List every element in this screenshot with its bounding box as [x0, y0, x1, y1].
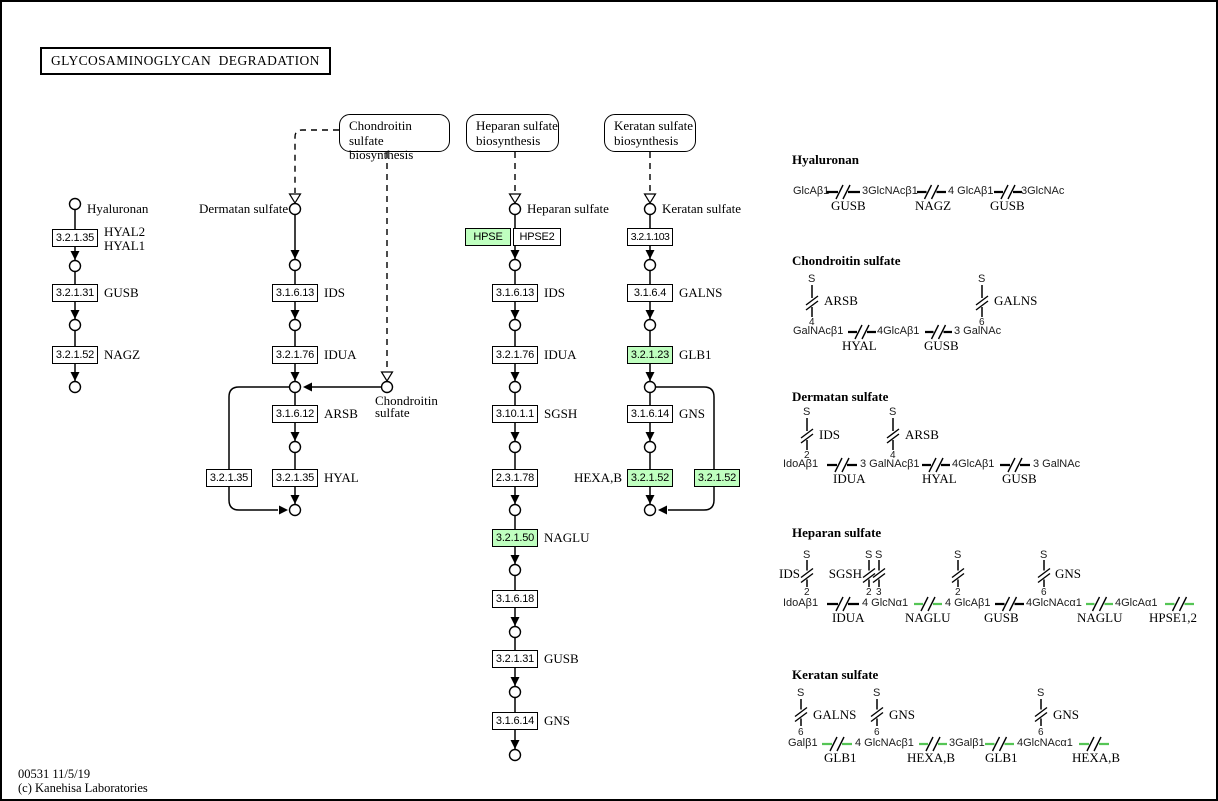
compound-circle[interactable]	[510, 627, 521, 638]
box-heparan-biosynthesis[interactable]	[466, 114, 559, 152]
cut-enzyme-label: IDUA	[832, 610, 865, 625]
ec-box-3.1.6.14-he[interactable]: 3.1.6.14	[492, 712, 538, 730]
sulfate-S: S	[865, 549, 873, 561]
ec-box-3.2.1.52-ke-bypass[interactable]: 3.2.1.52	[694, 469, 740, 487]
map-link-dashed-line	[295, 130, 339, 193]
branch-enzyme-label: GALNS	[994, 293, 1038, 308]
ec-box-3.2.1.31-he[interactable]: 3.2.1.31	[492, 650, 538, 668]
arrowhead-icon	[291, 495, 300, 504]
arrowhead-icon	[658, 506, 667, 515]
cut-enzyme-label: GUSB	[1002, 471, 1037, 486]
sugar-unit: 3 GalNAc	[1033, 458, 1081, 470]
arrowhead-icon	[291, 432, 300, 441]
arrowhead-icon	[646, 495, 655, 504]
linkage-number: 6	[1041, 587, 1047, 598]
label-chondroitin-sulfate-line1: Chondroitin	[375, 393, 438, 408]
linkage-number: 6	[874, 727, 880, 738]
open-arrowhead-icon	[510, 194, 521, 203]
gene-label-ARSB: ARSB	[324, 406, 358, 421]
open-arrowhead-icon	[645, 194, 656, 203]
sugar-unit: 4GlcAβ1	[877, 325, 920, 337]
cut-enzyme-label: NAGLU	[1077, 610, 1123, 625]
ec-box-3.2.1.23-ke[interactable]: 3.2.1.23	[627, 346, 673, 364]
sulfate-S: S	[797, 687, 805, 699]
linkage-number: 2	[866, 587, 872, 598]
sugar-unit: GlcAβ1	[793, 185, 830, 197]
compound-circle[interactable]	[290, 505, 301, 516]
ec-box-3.1.6.14-ke[interactable]: 3.1.6.14	[627, 405, 673, 423]
box-keratan-biosynthesis[interactable]	[604, 114, 696, 152]
arrowhead-icon	[511, 740, 520, 749]
cut-enzyme-label: HEXA,B	[907, 750, 956, 765]
ec-box-3.2.1.31-hy[interactable]: 3.2.1.31	[52, 284, 98, 302]
pathway-bypass-line	[668, 487, 714, 510]
box-label-line2: biosynthesis	[614, 132, 679, 148]
compound-circle[interactable]	[510, 565, 521, 576]
sugar-unit: 4 GlcAβ1	[945, 597, 991, 609]
box-label-line1: Chondroitin sulfate	[349, 118, 412, 148]
cut-enzyme-label: GUSB	[924, 338, 959, 353]
open-arrowhead-icon	[382, 372, 393, 381]
sugar-unit: IdoAβ1	[783, 597, 819, 609]
sulfate-S: S	[873, 687, 881, 699]
compound-circle[interactable]	[510, 442, 521, 453]
compound-circle[interactable]	[645, 260, 656, 271]
branch-enzyme-label: GALNS	[813, 707, 857, 722]
ec-box-3.1.6.13-he[interactable]: 3.1.6.13	[492, 284, 538, 302]
compound-circle[interactable]	[645, 505, 656, 516]
arrowhead-icon	[291, 250, 300, 259]
sulfate-S: S	[1037, 687, 1045, 699]
arrowhead-icon	[646, 432, 655, 441]
compound-circle[interactable]	[70, 320, 81, 331]
structure-title-hyaluronan: Hyaluronan	[792, 152, 859, 167]
arrowhead-icon	[71, 372, 80, 381]
label-keratan-sulfate: Keratan sulfate	[662, 201, 742, 216]
copyright: (c) Kanehisa Laboratories	[18, 781, 148, 795]
sugar-unit: 4GlcNAcα1	[1026, 597, 1082, 609]
cut-enzyme-label: IDUA	[833, 471, 866, 486]
linkage-number: 6	[1038, 727, 1044, 738]
gene-label-HYAL: HYAL	[324, 470, 359, 485]
arrowhead-icon	[511, 495, 520, 504]
open-arrowhead-icon	[290, 194, 301, 203]
sugar-unit: 4 GlcNAcβ1	[855, 737, 914, 749]
arrowhead-icon	[511, 555, 520, 564]
gene-label-HYAL2: HYAL2	[104, 224, 146, 239]
compound-circle[interactable]	[510, 320, 521, 331]
sugar-unit: 4 GlcNα1	[862, 597, 909, 609]
map-id-date: 00531 11/5/19	[18, 767, 91, 781]
sugar-unit: 3GlcNAcβ1	[862, 185, 918, 197]
ec-box-3.2.1.76-de[interactable]: 3.2.1.76	[272, 346, 318, 364]
arrowhead-icon	[511, 372, 520, 381]
linkage-number: 2	[804, 450, 810, 461]
label-dermatan-sulfate: Dermatan sulfate	[199, 201, 289, 216]
linkage-number: 6	[798, 727, 804, 738]
branch-enzyme-label: GNS	[889, 707, 916, 722]
linkage-number: 3	[876, 587, 882, 598]
box-label-line1: Keratan sulfate	[614, 118, 694, 133]
sugar-unit: 3 GalNAcβ1	[860, 458, 920, 470]
compound-circle[interactable]	[290, 382, 301, 393]
structure-title-dermatan: Dermatan sulfate	[792, 389, 889, 404]
pathway-bypass-line	[229, 487, 278, 510]
gene-label-GUSB: GUSB	[104, 285, 139, 300]
compound-circle[interactable]	[70, 199, 81, 210]
branch-enzyme-label: ARSB	[824, 293, 858, 308]
arrowhead-icon	[646, 250, 655, 259]
linkage-number: 4	[809, 317, 815, 328]
sugar-unit: 4GlcAβ1	[952, 458, 995, 470]
gene-label-GUSB-he: GUSB	[544, 651, 579, 666]
ec-box-3.1.6.4-ke[interactable]: 3.1.6.4	[627, 284, 673, 302]
ec-box-3.1.6.18-he[interactable]: 3.1.6.18	[492, 590, 538, 608]
gene-label-IDUA: IDUA	[324, 347, 357, 362]
compound-circle[interactable]	[70, 261, 81, 272]
label-chondroitin-sulfate-line2: sulfate	[375, 405, 410, 420]
cut-enzyme-label: NAGZ	[915, 198, 952, 213]
sugar-unit: 3Galβ1	[949, 737, 985, 749]
gene-label-HYAL1: HYAL1	[104, 238, 146, 253]
linkage-number: 4	[890, 450, 896, 461]
box-label-line2: biosynthesis	[349, 147, 414, 162]
compound-circle[interactable]	[510, 382, 521, 393]
ec-box-3.2.1.103-ke[interactable]: 3.2.1.103	[627, 228, 673, 246]
compound-circle[interactable]	[645, 442, 656, 453]
cut-enzyme-label: HEXA,B	[1072, 750, 1121, 765]
box-chondroitin-biosynthesis[interactable]	[339, 114, 450, 162]
cut-enzyme-label: GUSB	[984, 610, 1019, 625]
sulfate-S: S	[803, 406, 811, 418]
sugar-unit: Galβ1	[788, 737, 818, 749]
arrowhead-icon	[646, 372, 655, 381]
ec-box-HPSE2[interactable]: HPSE2	[513, 228, 561, 246]
ec-box-3.2.1.52-ke[interactable]: 3.2.1.52	[627, 469, 673, 487]
gene-label-GNS-he: GNS	[544, 713, 571, 728]
arrowhead-icon	[646, 310, 655, 319]
structure-title-heparan: Heparan sulfate	[792, 525, 882, 540]
gene-label-HEXA-B: HEXA,B	[573, 470, 622, 485]
ec-box-2.3.1.78-he[interactable]: 2.3.1.78	[492, 469, 538, 487]
compound-circle[interactable]	[382, 382, 393, 393]
branch-enzyme-label: IDS	[779, 566, 800, 581]
gene-label-IDS: IDS	[324, 285, 345, 300]
gene-label-NAGLU: NAGLU	[544, 530, 590, 545]
arrowhead-icon	[291, 310, 300, 319]
gene-label-GNS-ke: GNS	[679, 406, 706, 421]
compound-circle[interactable]	[510, 505, 521, 516]
compound-circle[interactable]	[510, 260, 521, 271]
compound-circle[interactable]	[290, 320, 301, 331]
gene-label-SGSH: SGSH	[544, 406, 578, 421]
sugar-unit: 4 GlcAβ1	[948, 185, 994, 197]
linkage-number: 2	[804, 587, 810, 598]
arrowhead-icon	[511, 310, 520, 319]
linkage-number: 2	[955, 587, 961, 598]
ec-box-3.2.1.35-de[interactable]: 3.2.1.35	[272, 469, 318, 487]
sulfate-S: S	[889, 406, 897, 418]
gene-label-IDS-he: IDS	[544, 285, 565, 300]
ec-box-3.2.1.76-he[interactable]: 3.2.1.76	[492, 346, 538, 364]
gene-label-GALNS: GALNS	[679, 285, 723, 300]
compound-circle[interactable]	[510, 204, 521, 215]
arrowhead-icon	[511, 250, 520, 259]
sugar-unit: 4GlcNAcα1	[1017, 737, 1073, 749]
arrowhead-icon	[303, 383, 312, 392]
branch-enzyme-label: ARSB	[905, 427, 939, 442]
compound-circle[interactable]	[645, 382, 656, 393]
structure-title-chondroitin: Chondroitin sulfate	[792, 253, 901, 268]
ec-box-HPSE[interactable]: HPSE	[465, 228, 511, 246]
compound-circle[interactable]	[510, 750, 521, 761]
compound-circle[interactable]	[645, 204, 656, 215]
compound-circle[interactable]	[290, 204, 301, 215]
label-heparan-sulfate: Heparan sulfate	[527, 201, 609, 216]
cut-enzyme-label: NAGLU	[905, 610, 951, 625]
sugar-unit: 3 GalNAc	[954, 325, 1002, 337]
branch-enzyme-label: GNS	[1053, 707, 1080, 722]
branch-enzyme-label: SGSH	[828, 566, 862, 581]
sugar-unit: 3GlcNAc	[1021, 185, 1065, 197]
cut-enzyme-label: HYAL	[842, 338, 877, 353]
gene-label-GLB1: GLB1	[679, 347, 712, 362]
linkage-number: 6	[979, 317, 985, 328]
arrowhead-icon	[71, 310, 80, 319]
arrowhead-icon	[291, 372, 300, 381]
arrowhead-icon	[511, 617, 520, 626]
sugar-unit: 4GlcAα1	[1115, 597, 1158, 609]
cut-enzyme-label: GUSB	[831, 198, 866, 213]
ec-box-3.1.6.12-de[interactable]: 3.1.6.12	[272, 405, 318, 423]
sulfate-S: S	[803, 549, 811, 561]
cut-enzyme-label: GLB1	[824, 750, 857, 765]
compound-circle[interactable]	[70, 382, 81, 393]
map-title: GLYCOSAMINOGLYCAN DEGRADATION	[40, 47, 331, 75]
branch-enzyme-label: IDS	[819, 427, 840, 442]
sulfate-S: S	[875, 549, 883, 561]
ec-box-3.1.6.13-de[interactable]: 3.1.6.13	[272, 284, 318, 302]
sulfate-S: S	[808, 273, 816, 285]
arrowhead-icon	[279, 506, 288, 515]
pathway-bypass-line	[656, 387, 714, 469]
sulfate-S: S	[954, 549, 962, 561]
ec-box-3.2.1.35-hy[interactable]: 3.2.1.35	[52, 229, 98, 247]
cut-enzyme-label: HYAL	[922, 471, 957, 486]
box-label-line2: biosynthesis	[476, 132, 541, 148]
label-hyaluronan: Hyaluronan	[87, 201, 149, 216]
ec-box-3.2.1.35-de-bypass[interactable]: 3.2.1.35	[206, 469, 252, 487]
ec-box-3.2.1.52-hy[interactable]: 3.2.1.52	[52, 346, 98, 364]
gene-label-IDUA-he: IDUA	[544, 347, 577, 362]
arrowhead-icon	[511, 677, 520, 686]
structure-title-keratan: Keratan sulfate	[792, 667, 879, 682]
compound-circle[interactable]	[290, 442, 301, 453]
box-label-line1: Heparan sulfate	[476, 118, 558, 133]
compound-circle[interactable]	[645, 320, 656, 331]
compound-circle[interactable]	[290, 260, 301, 271]
arrowhead-icon	[511, 432, 520, 441]
cut-enzyme-label: GUSB	[990, 198, 1025, 213]
cut-enzyme-label: HPSE1,2	[1149, 610, 1198, 625]
sulfate-S: S	[978, 273, 986, 285]
gene-label-NAGZ: NAGZ	[104, 347, 141, 362]
ec-box-3.2.1.50-he[interactable]: 3.2.1.50	[492, 529, 538, 547]
sugar-unit: GalNAcβ1	[793, 325, 844, 337]
ec-box-3.10.1.1-he[interactable]: 3.10.1.1	[492, 405, 538, 423]
sulfate-S: S	[1040, 549, 1048, 561]
compound-circle[interactable]	[510, 687, 521, 698]
arrowhead-icon	[71, 251, 80, 260]
pathway-bypass-line	[229, 387, 289, 469]
branch-enzyme-label: GNS	[1055, 566, 1082, 581]
sugar-unit: IdoAβ1	[783, 458, 819, 470]
cut-enzyme-label: GLB1	[985, 750, 1018, 765]
